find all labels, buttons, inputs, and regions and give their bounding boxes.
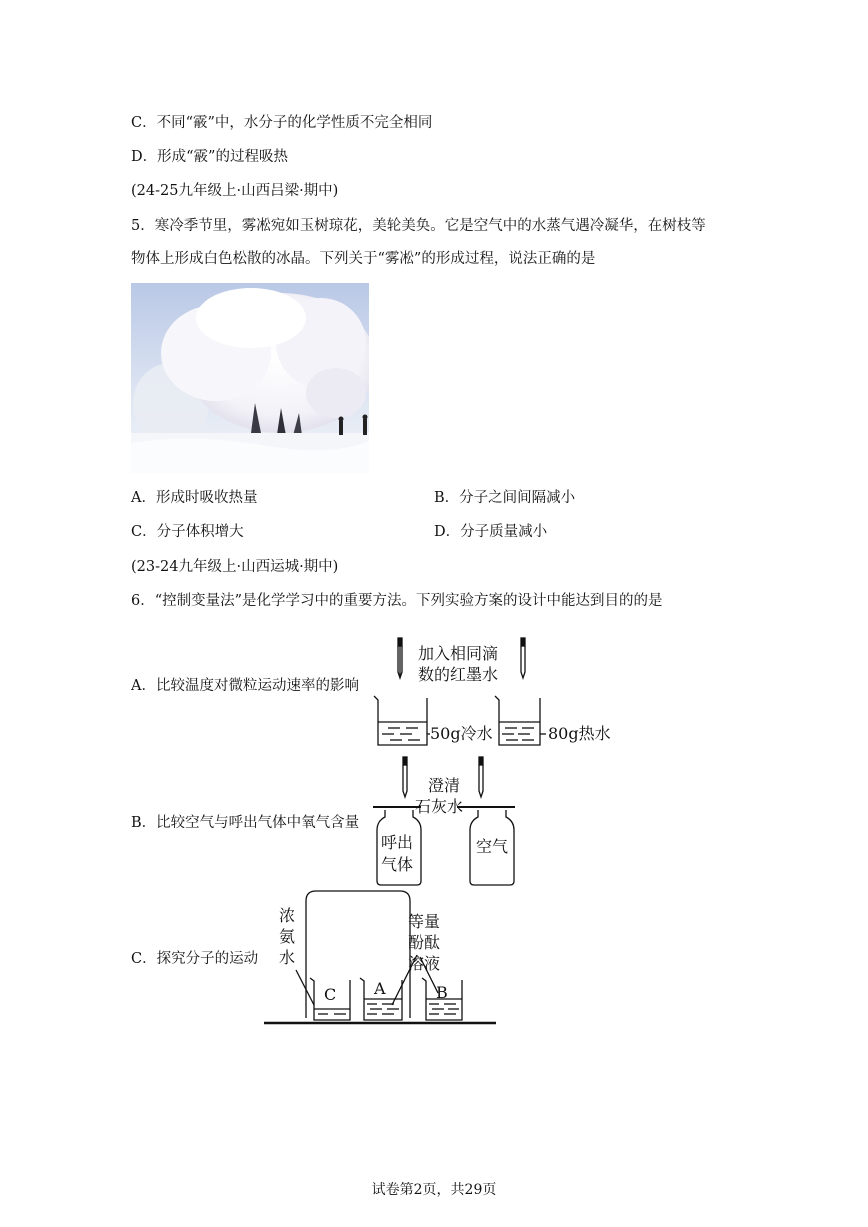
q6-b-jar-right-label: 空气 bbox=[476, 837, 509, 856]
q6-b-label-top1: 澄清 bbox=[428, 776, 461, 795]
q4-option-c: C．不同“霰”中，水分子的化学性质不完全相同 bbox=[131, 115, 433, 131]
q6-option-a: A．比较温度对微粒运动速率的影响 bbox=[131, 678, 359, 694]
rime-tree-photo bbox=[131, 283, 369, 473]
q6-c-label-right1: 等量 bbox=[408, 912, 441, 931]
q6-c-beaker-c-label: C bbox=[324, 985, 337, 1004]
q6-c-diagram bbox=[262, 885, 502, 1030]
q5-option-b: B．分子之间间隔减小 bbox=[434, 490, 576, 506]
q6-b-jar-left-label1: 呼出 bbox=[381, 833, 414, 852]
q6-option-c: C．探究分子的运动 bbox=[131, 951, 259, 967]
q6-b-label-top2: 石灰水 bbox=[415, 797, 464, 816]
q5-stem-line2: 物体上形成白色松散的冰晶。下列关于“雾凇”的形成过程，说法正确的是 bbox=[131, 251, 596, 267]
q6-c-label-right2: 酚酞 bbox=[408, 933, 441, 952]
q6-c-beaker-b-label: B bbox=[436, 983, 448, 1002]
q6-a-label-top1: 加入相同滴 bbox=[418, 644, 499, 663]
q6-a-label-left: 50g冷水 bbox=[430, 724, 493, 743]
page-footer: 试卷第2页，共29页 bbox=[371, 1182, 497, 1198]
q5-stem-line1: 5．寒冷季节里，雾凇宛如玉树琼花，美轮美奂。它是空气中的水蒸气遇冷凝华，在树枝等 bbox=[131, 218, 706, 234]
q6-c-beaker-a-label: A bbox=[374, 979, 386, 998]
q4-option-d: D．形成“霰”的过程吸热 bbox=[131, 149, 288, 165]
q6-b-jar-left-label2: 气体 bbox=[381, 855, 414, 874]
q6-c-label-left1: 浓 bbox=[279, 906, 296, 925]
q6-stem: 6．“控制变量法”是化学学习中的重要方法。下列实验方案的设计中能达到目的的是 bbox=[131, 593, 663, 609]
q6-c-label-left3: 水 bbox=[279, 948, 296, 967]
q6-option-b: B．比较空气与呼出气体中氧气含量 bbox=[131, 815, 360, 831]
q5-option-a: A．形成时吸收热量 bbox=[131, 490, 258, 506]
q5-source: (24-25九年级上·山西吕梁·期中) bbox=[131, 183, 339, 199]
q6-source: (23-24九年级上·山西运城·期中) bbox=[131, 559, 339, 575]
q6-a-label-right: 80g热水 bbox=[548, 724, 611, 743]
q6-c-label-right3: 溶液 bbox=[408, 954, 441, 973]
q6-a-label-top2: 数的红墨水 bbox=[418, 665, 499, 684]
q5-option-c: C．分子体积增大 bbox=[131, 524, 244, 540]
q6-c-label-left2: 氨 bbox=[279, 927, 296, 946]
q5-option-d: D．分子质量减小 bbox=[434, 524, 548, 540]
